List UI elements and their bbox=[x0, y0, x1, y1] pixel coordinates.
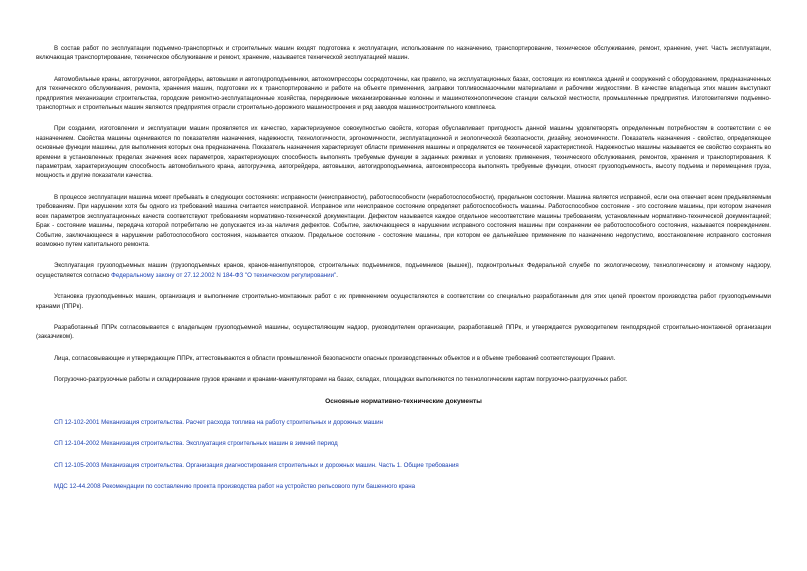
paragraph-machine-states: В процессе эксплуатации машина может пребывать в следующих состояниях: исправности (неисправности), работоспособности (неработоспособности), предельном состоянии. Машина является исправной, если она отвечает всем предъявляемым требованиям. При нарушении хотя бы одного из требований машина считается неисправной. Исправное или неисправное состояние определяет работоспособность машины. Работоспособное состояние - это состояние машины, при котором значения всех параметров эксплуатационных качеств соответствуют требованиям нормативно-технической документации. Дефектом называется каждое отдельное несоответствие машины требованиям, установленным нормативно-технической документацией; Брак - состояние машины, передача которой потребителю не допускается из-за наличия дефектов. Событие, заключающееся в нарушении исправного состояния машины при сохранении ее работоспособного состояния, называется повреждением. Событие, заключающееся в нарушении работоспособного состояния, называется отказом. Предельное состояние - состояние машины, при котором ее дальнейшее применение по назначению недопустимо, восстановление исправного состояния возможно путем капитального ремонта. bbox=[36, 193, 771, 248]
paragraph-pprk-approval: Разработанный ППРк согласовывается с владельцем грузоподъемной машины, осуществляющим надзор, руководителем организации, разработавшей ППРк, и утверждается руководителем генподрядной строительно-монтажной организации (заказчиком). bbox=[36, 323, 771, 341]
reference-link-sp-12-102[interactable]: СП 12-102-2001 Механизация строительства. Расчет расхода топлива на работу строительных и дорожных машин bbox=[54, 418, 383, 426]
paragraph-machine-quality: При создании, изготовлении и эксплуатации машин проявляется их качество, характеризуемое совокупностью свойств, которая обуславливает пригодность данной машины удовлетворять определенным потребностям в соответствии с ее назначением. Свойства машины оцениваются по показателям назначения, надежности, технологичности, эргономичности, эксплуатационной и экологической безопасности, дизайну, экономичности. Показатель назначения - свойство, определяющее основные функции машины, для выполнения которых она предназначена. Показатель назначения характеризует области применения машины и определяется ее технической характеристикой. Надежностью машины называется ее свойство сохранять во времени в установленных пределах значения всех параметров, характеризующих способность выполнять требуемые функции в заданных режимах и условиях применения, технического обслуживания, ремонтов, хранения и транспортирования. К параметрам, характеризующим способность автомобильного крана, автогрузчика, автогрейдера, автовышки, автогидроподъемника, автокомпрессора выполнять требуемые функции, относят грузоподъемность, высоту подъема и перемещения груза, мощность и другие показатели качества. bbox=[36, 125, 771, 180]
paragraph-certification: Лица, согласовывающие и утверждающие ППРк, аттестовываются в области промышленной безопасности опасных производственных объектов и в объеме требований соответствующих Правил. bbox=[54, 354, 616, 362]
paragraph-loading-works: Погрузочно-разгрузочные работы и складирование грузов кранами и кранами-манипуляторами на базах, складах, площадках выполняются по технологическим картам погрузочно-разгрузочных работ. bbox=[54, 376, 628, 384]
reference-link-sp-12-104[interactable]: СП 12-104-2002 Механизация строительства. Эксплуатация строительных машин в зимний период bbox=[54, 440, 338, 448]
paragraph-operation-scope: В состав работ по эксплуатации подъемно-транспортных и строительных машин входят подготовка к эксплуатации, использование по назначению, транспортирование, техническое обслуживание, ремонт, хранение, учет. Часть эксплуатации, включающая транспортирование, техническое обслуживание и ремонт, хранение, называется технической эксплуатацией машин. bbox=[36, 45, 771, 62]
reference-link-mds-12-44[interactable]: МДС 12-44.2008 Рекомендации по составлению проекта производства работ на устройство рельсового пути башенного крана bbox=[54, 483, 416, 491]
paragraph-lifting-end: . bbox=[336, 271, 338, 279]
paragraph-pprk-installation: Установка грузоподъемных машин, организация и выполнение строительно-монтажных работ с их применением осуществляются в соответствии со специально разработанным для этих целей проектом производства работ грузоподъемными кранами (ППРк). bbox=[36, 293, 771, 310]
document-body bbox=[36, 44, 771, 492]
references-heading: Основные нормативно-технические документы bbox=[325, 397, 482, 405]
reference-link-sp-12-105[interactable]: СП 12-105-2003 Механизация строительства. Организация диагностирования строительных и дорожных машин. Часть 1. Общие требования bbox=[54, 461, 459, 469]
paragraph-lifting-text: Эксплуатация грузоподъемных машин (грузоподъемных кранов, кранов-манипуляторов, строительных подъемников, подъемников (вышек)), подконтрольных Федеральной службе по экологическому, технологическому и атомному надзору, осуществляется согласно bbox=[36, 262, 771, 279]
federal-law-link[interactable]: Федеральному закону от 27.12.2002 N 184-ФЗ "О техническом регулировании" bbox=[111, 271, 337, 279]
paragraph-lifting-machines bbox=[36, 261, 771, 280]
paragraph-operation-bases: Автомобильные краны, автогрузчики, автогрейдеры, автовышки и автогидроподъемники, автокомпрессоры сосредоточены, как правило, на эксплуатационных базах, состоящих из комплекса зданий и сооружений с оборудованием, предназначенных для технического обслуживания, ремонта, хранения машин, подготовки их к транспортированию и работе на объекте применения, заправки топливосмазочными материалами и рабочими жидкостями. В качестве владельца этих машин выступают предприятия механизации строительства, городские ремонтно-эксплуатационные хозяйства, передвижные механизированные колонны и машинотехнологические станции сельской местности, промышленные предприятия. Изготовителями подъемно-транспортных и строительных машин являются предприятия отрасли строительно-дорожного машиностроения и ряд заводов машиностроительного комплекса. bbox=[36, 75, 771, 112]
